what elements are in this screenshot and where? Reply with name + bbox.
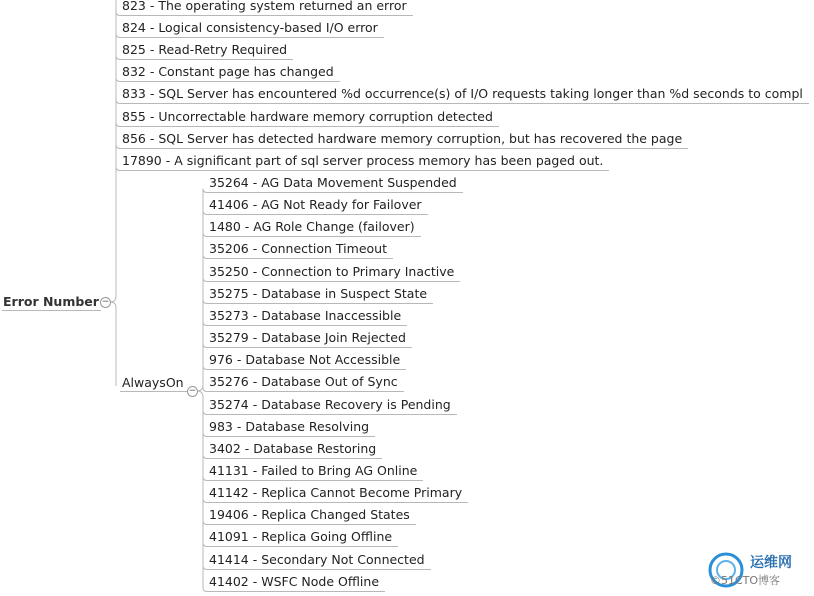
top-item[interactable]: 833 - SQL Server has encountered %d occurrence(s) of I/O requests taking longer than %d seconds to compl [122, 86, 803, 102]
alwayson-item[interactable]: 3402 - Database Restoring [209, 440, 377, 456]
alwayson-item[interactable]: 35279 - Database Join Rejected [209, 330, 406, 346]
top-item[interactable]: 856 - SQL Server has detected hardware memory corruption, but has recovered the page [122, 130, 683, 146]
node-alwayson[interactable] [122, 375, 184, 391]
alwayson-item[interactable]: 983 - Database Resolving [209, 418, 370, 434]
trunk-up [110, 0, 116, 302]
alwayson-trunk-down [197, 391, 203, 588]
alwayson-item[interactable]: 35250 - Connection to Primary Inactive [209, 263, 455, 279]
alwayson-label: AlwaysOn [122, 375, 184, 390]
alwayson-item[interactable]: 976 - Database Not Accessible [209, 352, 401, 368]
alwayson-item[interactable]: 1480 - AG Role Change (failover) [209, 219, 415, 235]
watermark-title: 运维网 [750, 555, 792, 571]
top-item[interactable]: 824 - Logical consistency-based I/O error [122, 20, 378, 36]
alwayson-item[interactable]: 41131 - Failed to Bring AG Online [209, 462, 418, 478]
top-item[interactable]: 823 - The operating system returned an error [122, 0, 407, 13]
alwayson-item[interactable]: 35273 - Database Inaccessible [209, 307, 402, 323]
alwayson-item[interactable]: 35275 - Database in Suspect State [209, 285, 428, 301]
root-label: Error Number [3, 294, 99, 309]
watermark [704, 548, 814, 594]
alwayson-item[interactable]: 35264 - AG Data Movement Suspended [209, 175, 457, 190]
alwayson-collapse-icon[interactable]: − [188, 386, 197, 396]
alwayson-item[interactable]: 35276 - Database Out of Sync [209, 374, 398, 390]
alwayson-item[interactable]: 35206 - Connection Timeout [209, 241, 387, 257]
alwayson-item[interactable]: 41406 - AG Not Ready for Failover [209, 197, 422, 213]
top-item[interactable]: 17890 - A significant part of sql server process memory has been paged out. [122, 152, 604, 168]
root-collapse-icon[interactable]: − [101, 297, 110, 307]
alwayson-item[interactable]: 41142 - Replica Cannot Become Primary [209, 485, 463, 501]
watermark-sub: ©51CTO博客 [710, 574, 781, 587]
alwayson-item[interactable]: 19406 - Replica Changed States [209, 507, 410, 523]
top-item[interactable]: 832 - Constant page has changed [122, 64, 334, 80]
root-node-error-number[interactable] [3, 294, 99, 310]
alwayson-trunk-up [197, 189, 203, 392]
trunk-down [110, 302, 116, 386]
alwayson-item[interactable]: 41414 - Secondary Not Connected [209, 551, 425, 567]
top-item[interactable]: 855 - Uncorrectable hardware memory corruption detected [122, 108, 493, 124]
alwayson-item[interactable]: 35274 - Database Recovery is Pending [209, 396, 451, 412]
alwayson-item[interactable]: 41091 - Replica Going Offline [209, 529, 393, 545]
top-item[interactable]: 825 - Read-Retry Required [122, 42, 288, 58]
alwayson-item[interactable]: 41402 - WSFC Node Offline [209, 573, 380, 589]
